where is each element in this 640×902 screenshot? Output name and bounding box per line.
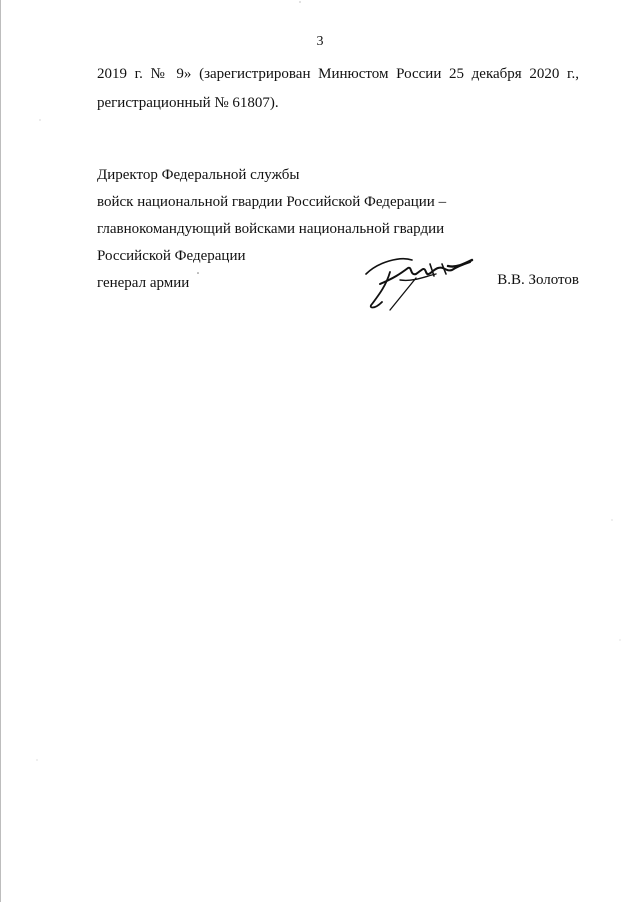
- signatory-title-line: войск национальной гвардии Российской Федерации –: [97, 194, 447, 210]
- signatory-title-line: Директор Федеральной службы: [97, 167, 300, 183]
- signatory-title-line: Российской Федерации: [97, 248, 246, 264]
- page-number: 3: [316, 34, 324, 49]
- signatory-rank: генерал армии: [97, 275, 190, 291]
- handwritten-signature: [360, 252, 480, 314]
- body-paragraph: [97, 60, 579, 118]
- signatory-title-line: главнокомандующий войсками национальной гвардии: [97, 221, 445, 237]
- paragraph-line-1: 2019 г. № 9» (зарегистрирован Минюстом России 25 декабря 2020 г.,: [97, 66, 579, 82]
- paragraph-line-2: регистрационный № 61807).: [97, 95, 279, 111]
- scan-edge: [0, 0, 1, 902]
- signatory-name: В.В. Золотов: [497, 272, 579, 288]
